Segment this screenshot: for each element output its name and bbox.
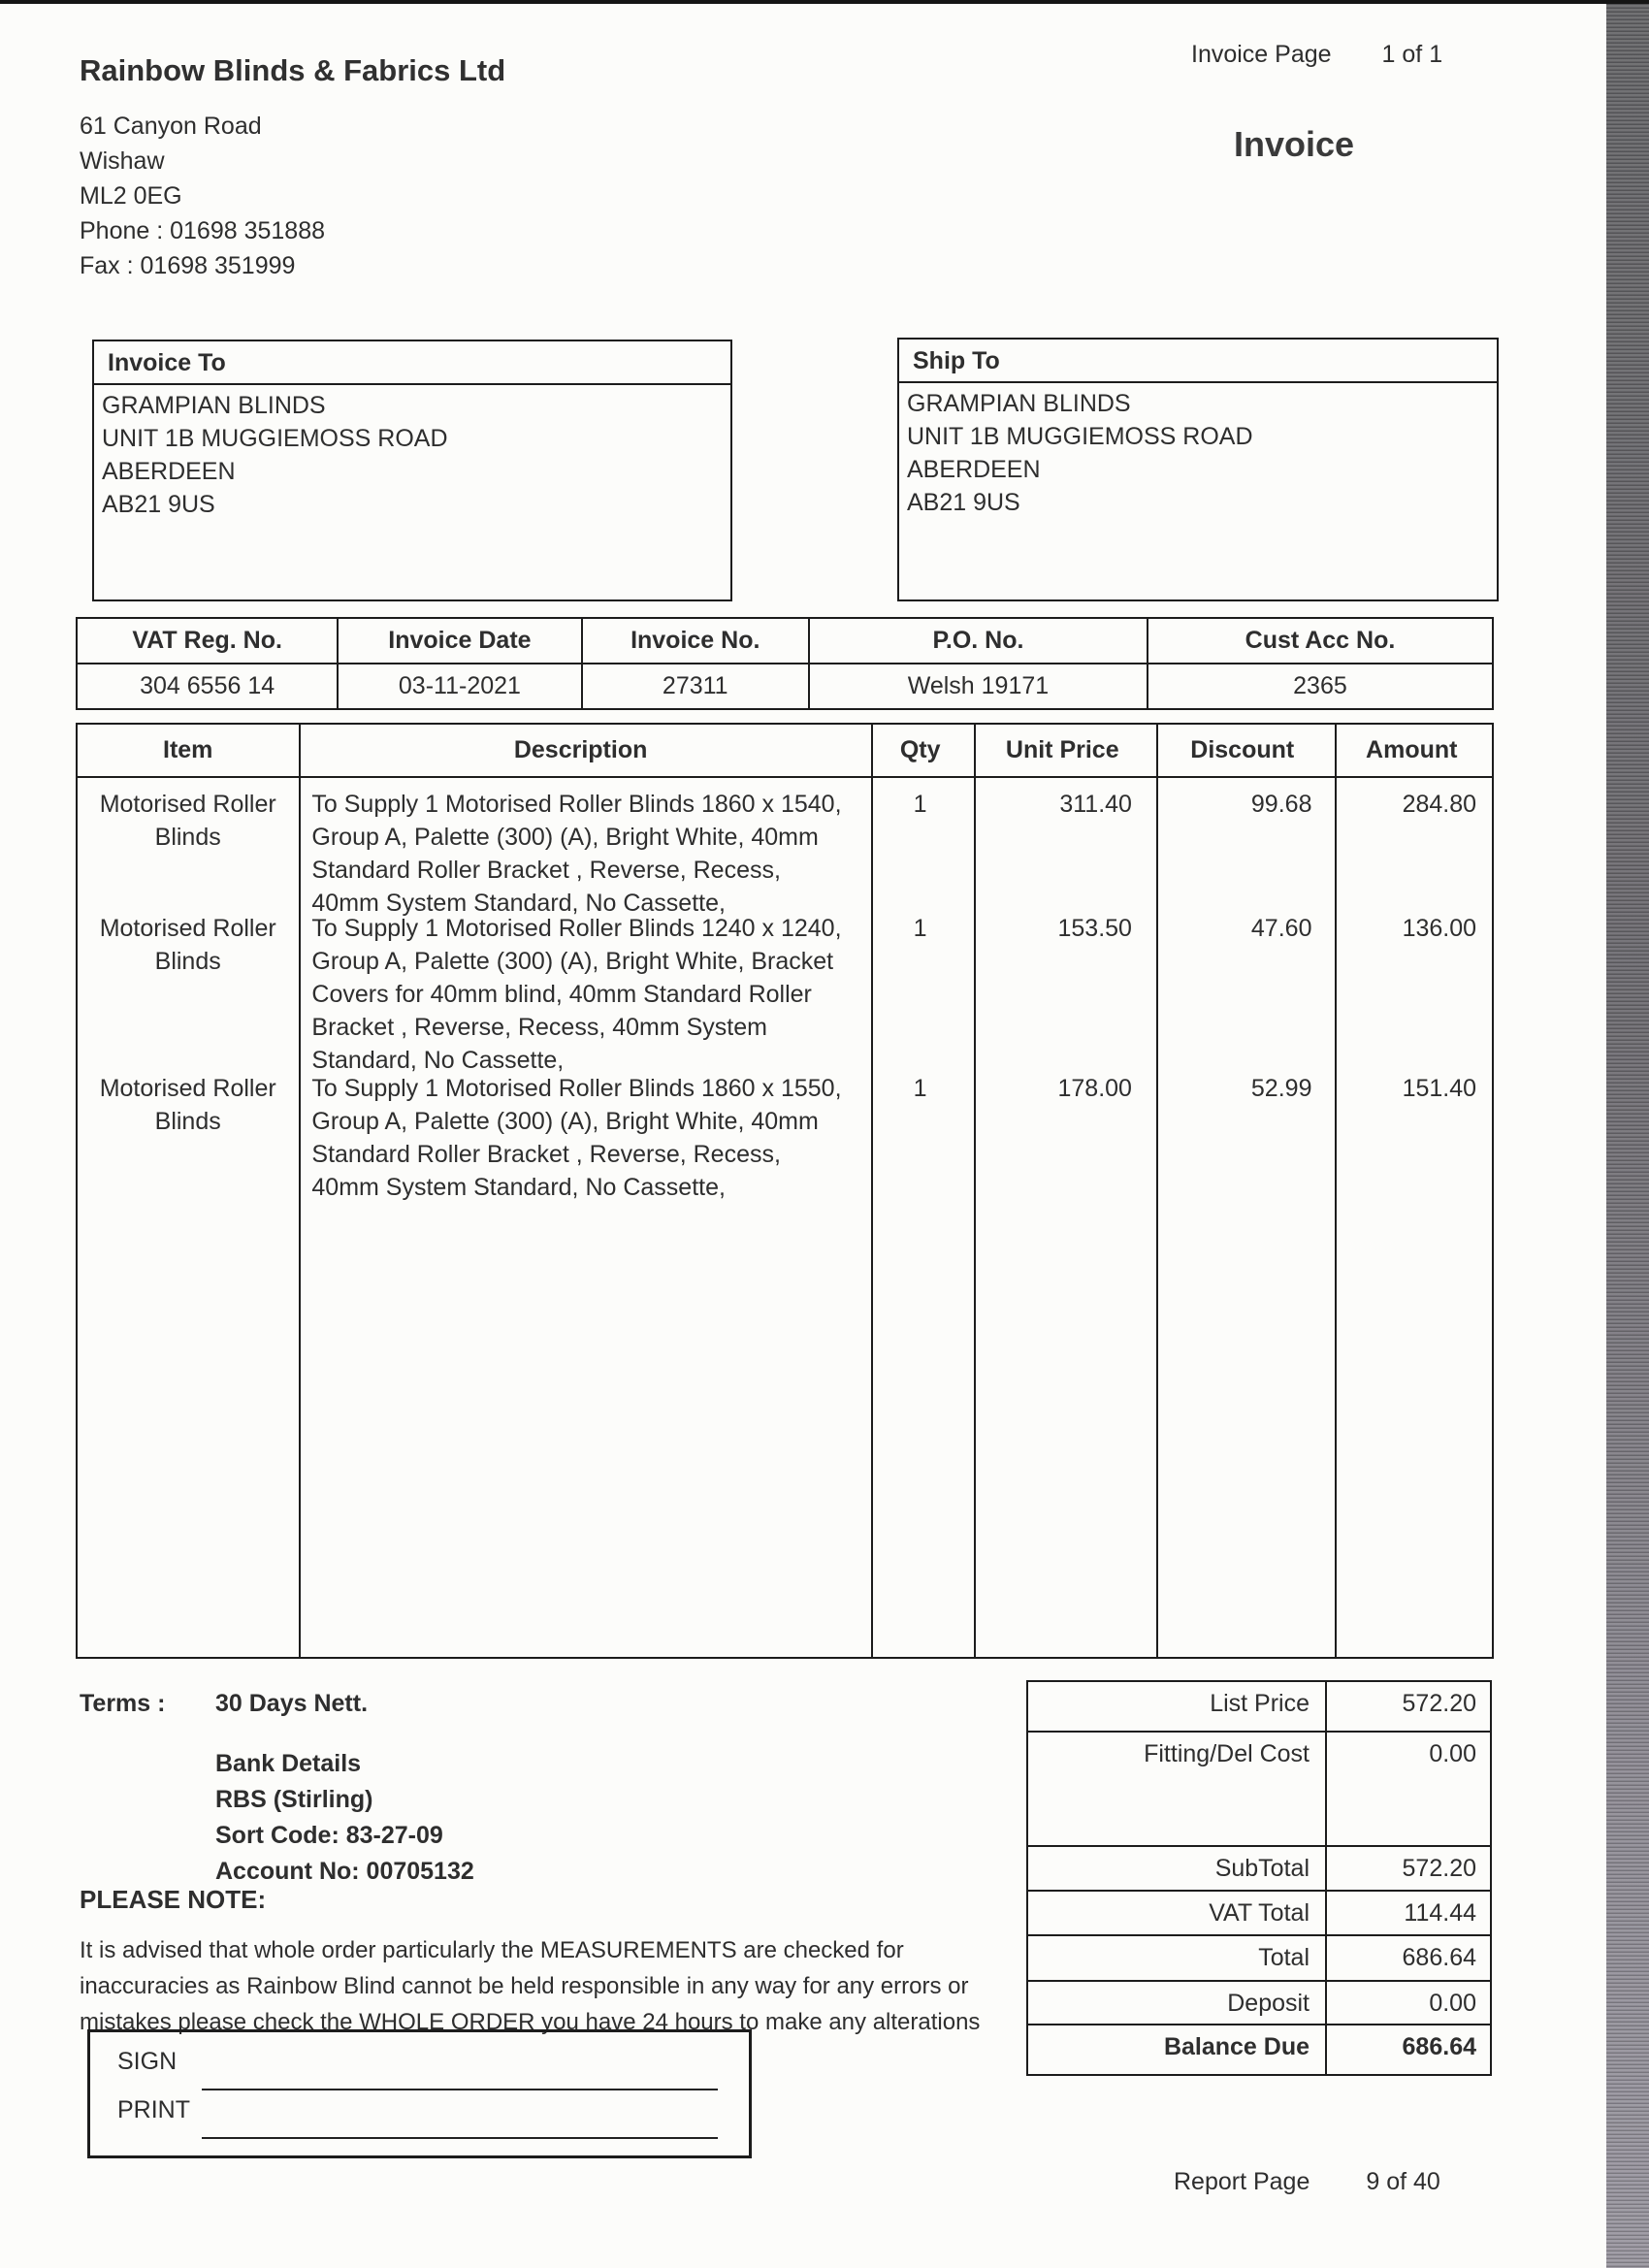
totals-value: 572.20 [1402, 1855, 1476, 1882]
totals-value: 114.44 [1404, 1899, 1476, 1927]
item-amount: 151.40 [1402, 1075, 1477, 1102]
items-header-amount: Amount [1366, 736, 1458, 763]
bank-details-heading: Bank Details [215, 1750, 362, 1777]
item-name: Motorised Roller Blinds [99, 915, 276, 975]
report-page-indicator [1174, 2168, 1440, 2196]
meta-value-vat: 304 6556 14 [78, 664, 339, 708]
company-phone: Phone : 01698 351888 [80, 217, 326, 244]
company-address-line: 61 Canyon Road [80, 113, 262, 140]
totals-value: 572.20 [1402, 1690, 1476, 1717]
table-row [78, 1072, 1492, 1204]
bank-details [215, 1746, 474, 1890]
invoice-to-line: ABERDEEN [102, 458, 236, 485]
meta-header-invoice-no: Invoice No. [583, 619, 810, 663]
totals-row-balance-due [1028, 2025, 1490, 2074]
table-row [78, 788, 1492, 920]
item-description: To Supply 1 Motorised Roller Blinds 1860 x 1550, Group A, Palette (300) (A), Bright White, 40mm Standard Roller Bracket , Reverse, Recess, 40mm System Standard, No Cassette, [311, 1075, 842, 1201]
company-address-line: ML2 0EG [80, 182, 182, 210]
company-name: Rainbow Blinds & Fabrics Ltd [80, 53, 506, 87]
bank-account-no: Account No: 00705132 [215, 1858, 474, 1885]
invoice-page-value: 1 of 1 [1381, 41, 1443, 68]
totals-row-fitting-del [1028, 1733, 1490, 1847]
report-page-label: Report Page [1174, 2168, 1310, 2195]
item-unit-price: 153.50 [1057, 915, 1132, 942]
invoice-to-label: Invoice To [94, 341, 730, 385]
totals-label: SubTotal [1028, 1847, 1327, 1890]
ship-to-line: AB21 9US [907, 489, 1020, 516]
items-header-discount: Discount [1190, 736, 1295, 763]
items-header-qty: Qty [899, 736, 941, 763]
item-discount: 47.60 [1250, 915, 1312, 942]
line-items-table [76, 723, 1494, 1659]
invoice-to-line: GRAMPIAN BLINDS [102, 392, 326, 419]
items-header-description: Description [513, 736, 648, 763]
totals-row-total [1028, 1936, 1490, 1982]
item-discount: 99.68 [1250, 791, 1312, 818]
totals-label: Deposit [1028, 1982, 1327, 2024]
invoice-to-line: UNIT 1B MUGGIEMOSS ROAD [102, 425, 448, 452]
invoice-to-line: AB21 9US [102, 491, 215, 518]
totals-label: Total [1028, 1936, 1327, 1980]
please-note-text [80, 1932, 991, 2040]
sign-label: SIGN [117, 2048, 178, 2075]
note-line: mistakes please check the WHOLE ORDER you have 24 hours to make any alterations [80, 2009, 981, 2035]
item-qty: 1 [913, 915, 927, 942]
bank-name: RBS (Stirling) [215, 1786, 373, 1813]
totals-row-subtotal [1028, 1847, 1490, 1892]
ship-to-line: ABERDEEN [907, 456, 1041, 483]
invoice-to-box [92, 340, 732, 601]
item-unit-price: 311.40 [1059, 791, 1132, 818]
invoice-meta-table [76, 617, 1494, 710]
totals-value: 0.00 [1429, 1740, 1476, 1767]
ship-to-box [897, 338, 1499, 601]
meta-header-cust-acc: Cust Acc No. [1245, 627, 1396, 654]
totals-row-list-price [1028, 1682, 1490, 1733]
meta-header-date: Invoice Date [339, 619, 582, 663]
totals-value: 686.64 [1402, 2033, 1476, 2060]
please-note-heading: PLEASE NOTE: [80, 1885, 267, 1914]
totals-table [1026, 1680, 1492, 2076]
totals-label: Fitting/Del Cost [1028, 1733, 1327, 1845]
table-row [78, 912, 1492, 1077]
item-qty: 1 [913, 1075, 927, 1102]
totals-value: 686.64 [1402, 1944, 1476, 1971]
item-amount: 136.00 [1402, 915, 1477, 942]
invoice-page-label: Invoice Page [1191, 41, 1332, 68]
totals-row-vat-total [1028, 1892, 1490, 1936]
meta-header-po: P.O. No. [810, 619, 1148, 663]
totals-label: VAT Total [1028, 1892, 1327, 1934]
print-label: PRINT [117, 2096, 190, 2123]
document-title: Invoice [1234, 124, 1355, 164]
meta-value-cust-acc: 2365 [1293, 672, 1347, 699]
item-unit-price: 178.00 [1057, 1075, 1132, 1102]
company-address-line: Wishaw [80, 147, 165, 175]
item-name: Motorised Roller Blinds [99, 791, 276, 851]
ship-to-label: Ship To [899, 340, 1497, 383]
items-header-row [78, 725, 1492, 778]
note-line: inaccuracies as Rainbow Blind cannot be held responsible in any way for any errors or [80, 1973, 969, 1999]
meta-value-date: 03-11-2021 [339, 664, 582, 708]
signature-box [87, 2029, 752, 2158]
item-amount: 284.80 [1402, 791, 1477, 818]
items-header-item: Item [163, 736, 213, 763]
totals-label: Balance Due [1028, 2025, 1327, 2074]
ship-to-line: UNIT 1B MUGGIEMOSS ROAD [907, 423, 1253, 450]
item-name: Motorised Roller Blinds [99, 1075, 276, 1135]
items-header-unit-price: Unit Price [1005, 736, 1119, 763]
ship-to-address [899, 383, 1497, 519]
item-discount: 52.99 [1250, 1075, 1312, 1102]
ship-to-line: GRAMPIAN BLINDS [907, 390, 1131, 417]
meta-value-invoice-no: 27311 [583, 664, 810, 708]
meta-header-row [78, 619, 1492, 664]
meta-value-row [78, 664, 1492, 708]
item-description: To Supply 1 Motorised Roller Blinds 1860 x 1540, Group A, Palette (300) (A), Bright White, 40mm Standard Roller Bracket , Reverse, Recess, 40mm System Standard, No Cassette, [311, 791, 842, 917]
terms-value: 30 Days Nett. [215, 1690, 369, 1717]
meta-header-vat: VAT Reg. No. [78, 619, 339, 663]
company-fax: Fax : 01698 351999 [80, 252, 296, 279]
bank-sort-code: Sort Code: 83-27-09 [215, 1822, 443, 1849]
report-page-value: 9 of 40 [1366, 2168, 1440, 2195]
meta-value-po: Welsh 19171 [810, 664, 1148, 708]
company-address [80, 109, 325, 283]
invoice-to-address [94, 385, 730, 521]
scan-top-edge [0, 0, 1649, 4]
sign-line[interactable] [202, 2089, 718, 2090]
print-line[interactable] [202, 2137, 718, 2139]
terms-label: Terms : [80, 1690, 166, 1717]
scanner-edge-artifact [1606, 4, 1649, 2268]
totals-label: List Price [1028, 1682, 1327, 1731]
totals-row-deposit [1028, 1982, 1490, 2025]
note-line: It is advised that whole order particularly the MEASUREMENTS are checked for [80, 1937, 904, 1963]
totals-value: 0.00 [1429, 1990, 1476, 2017]
item-qty: 1 [913, 791, 927, 818]
item-description: To Supply 1 Motorised Roller Blinds 1240 x 1240, Group A, Palette (300) (A), Bright White, Bracket Covers for 40mm blind, 40mm Standard Roller Bracket , Reverse, Recess, 40mm System Standard, No Cassette, [311, 915, 842, 1074]
invoice-page-indicator [1191, 41, 1442, 69]
